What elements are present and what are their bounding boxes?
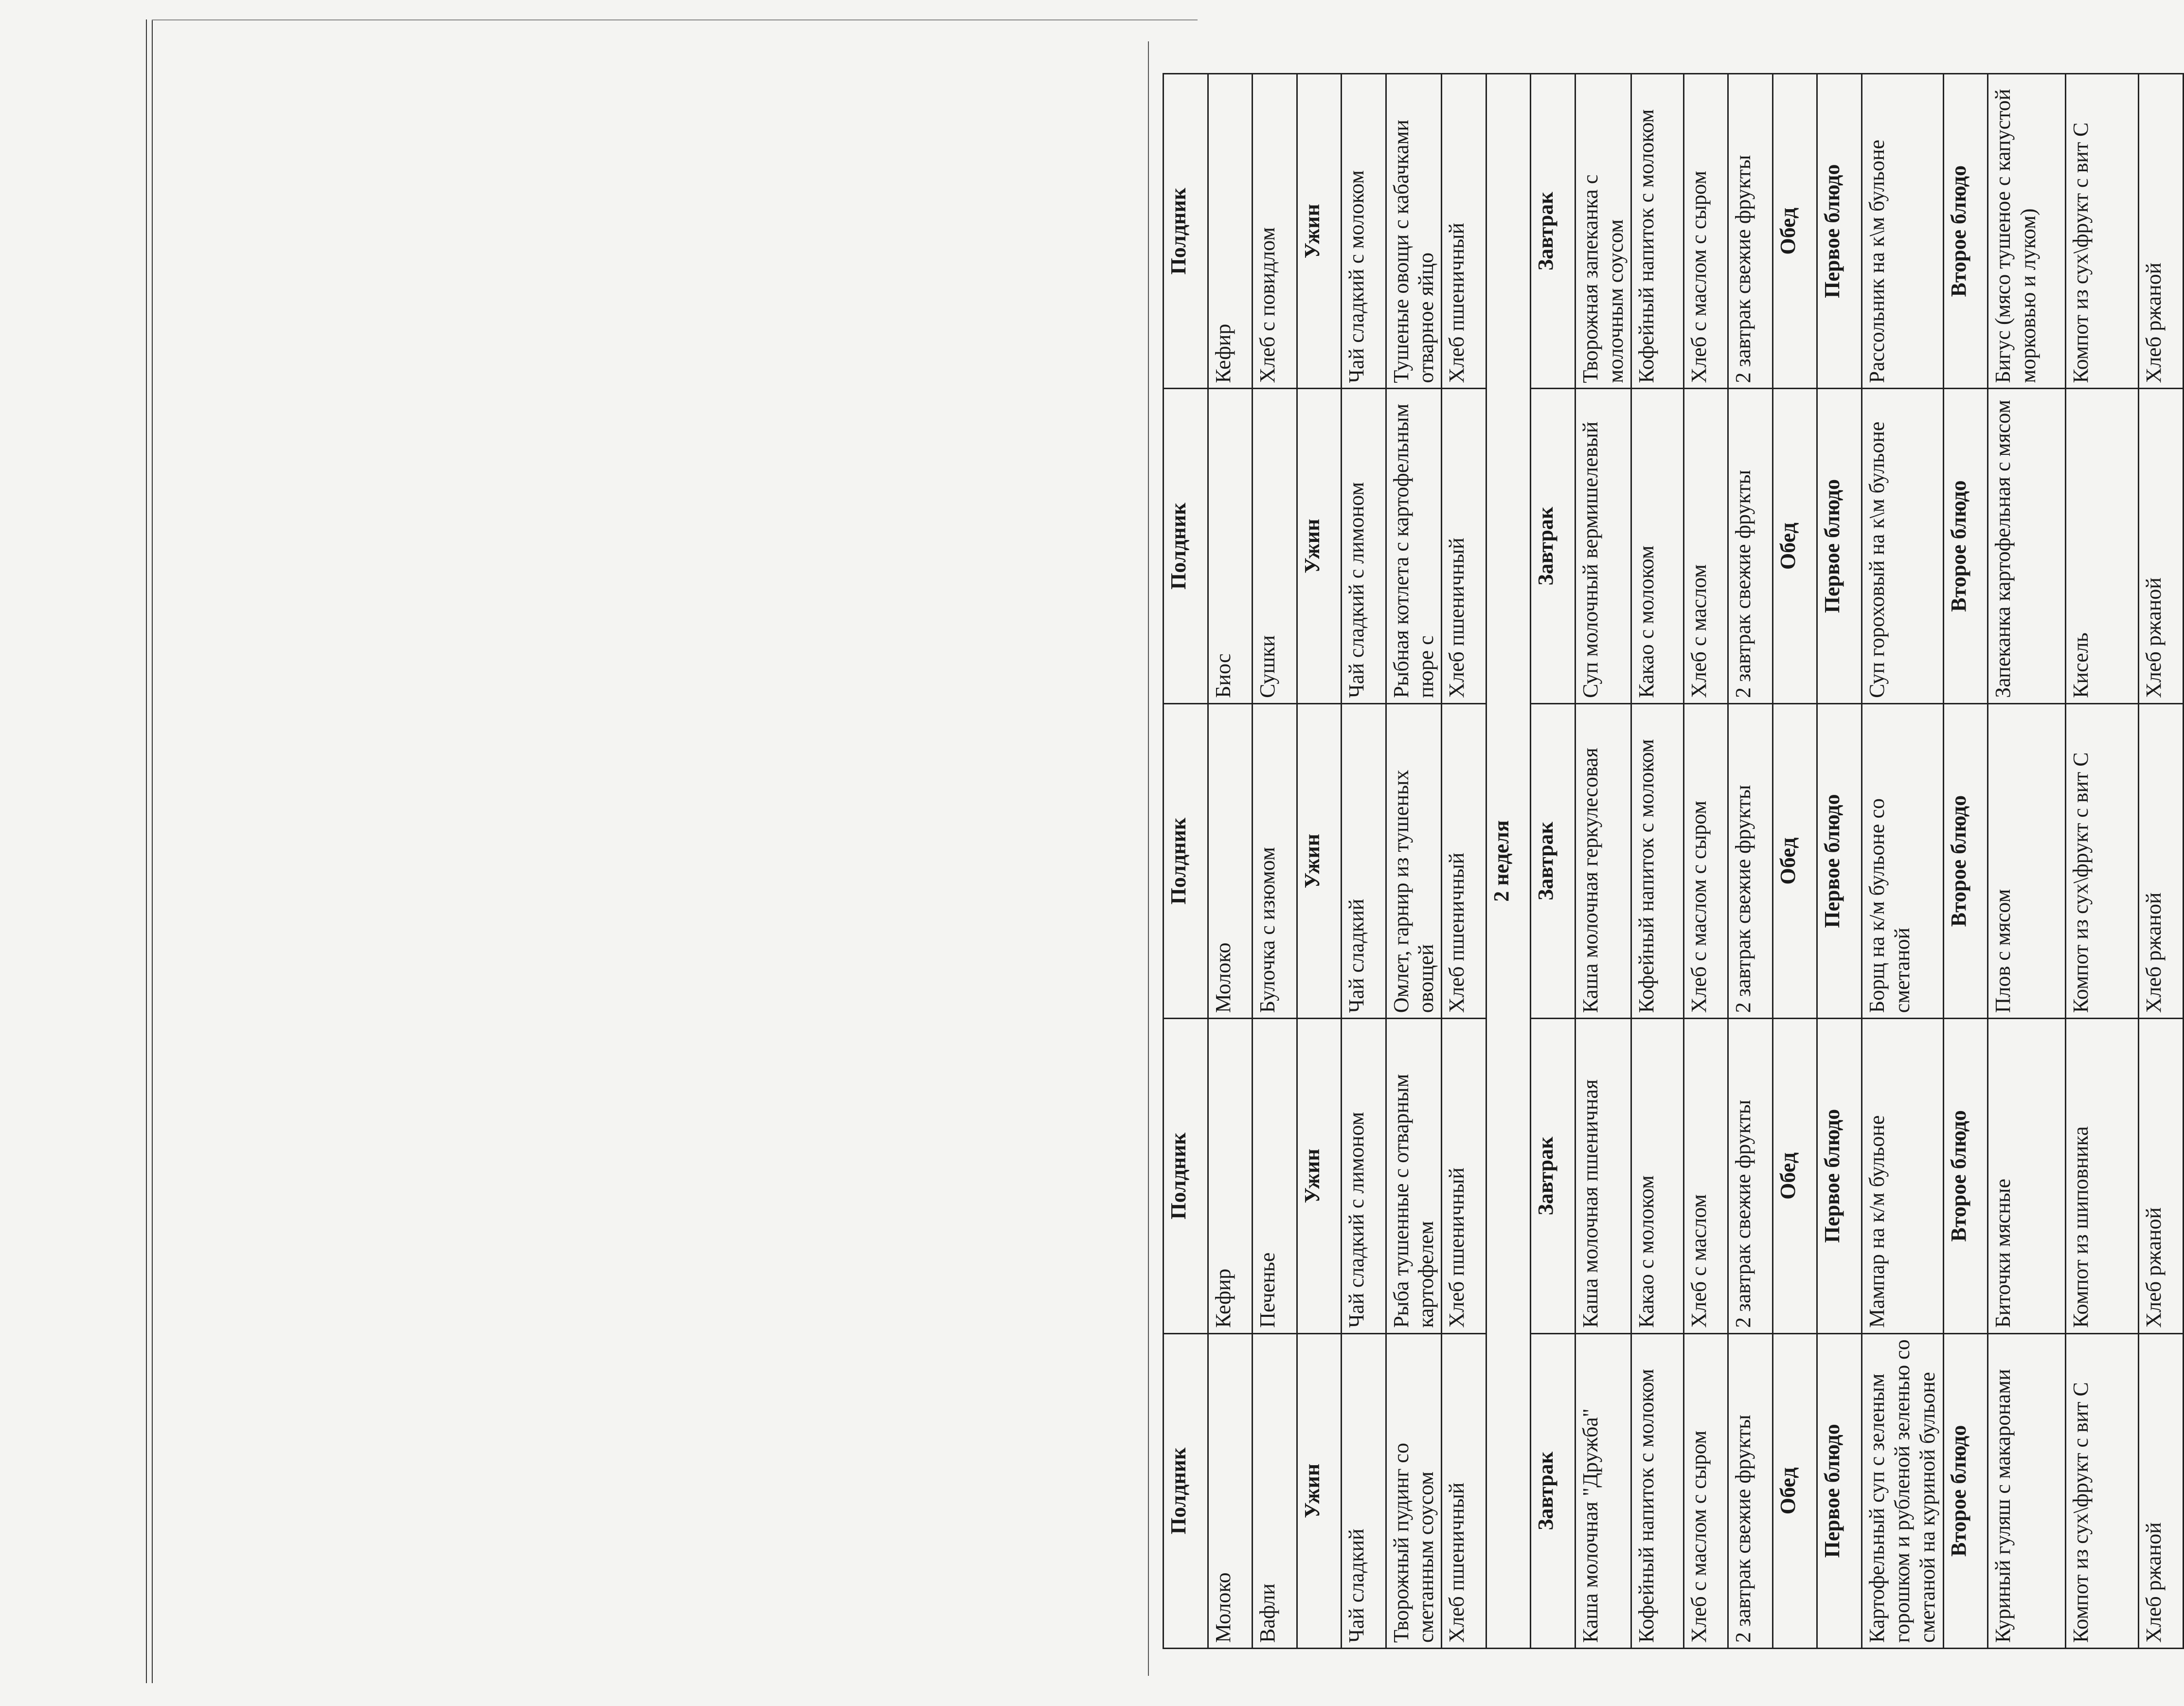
menu-cell: Кофейный напиток с молоком (1631, 74, 1683, 389)
zavtrak-header: Завтрак (1531, 1019, 1575, 1333)
menu-cell: Суп гороховый на к\м бульоне (1862, 389, 1943, 703)
table-row (1253, 74, 1297, 1649)
menu-cell: Плов с мясом (1988, 703, 2066, 1018)
menu-cell: Каша молочная "Дружба" (1575, 1333, 1631, 1648)
page-border-line (146, 19, 147, 1683)
obed-header: Обед (1772, 1333, 1817, 1648)
menu-cell: Кофейный напиток с молоком (1631, 703, 1683, 1018)
menu-cell: Вафли (1253, 1333, 1297, 1648)
menu-cell: Сушки (1253, 389, 1297, 703)
menu-cell: Чай сладкий (1342, 1333, 1386, 1648)
menu-cell: Чай сладкий (1342, 703, 1386, 1018)
menu-cell: Кисель (2066, 389, 2139, 703)
uzhin-header: Ужин (1297, 389, 1342, 703)
week-title: 2 неделя (1486, 74, 1531, 1649)
table-row (1575, 74, 1631, 1649)
menu-cell: Хлеб с маслом с сыром (1683, 703, 1728, 1018)
menu-cell: Суп молочный вермишелевый (1575, 389, 1631, 703)
menu-cell: Чай сладкий с лимоном (1342, 389, 1386, 703)
uzhin-header: Ужин (1297, 1333, 1342, 1648)
table-row (1772, 74, 1817, 1649)
menu-cell: Молоко (1208, 1333, 1253, 1648)
menu-cell: 2 завтрак свежие фрукты (1728, 389, 1773, 703)
table-row (1988, 74, 2066, 1649)
obed-header: Обед (1772, 389, 1817, 703)
second-course-header: Второе блюдо (1943, 74, 1988, 389)
zavtrak-header: Завтрак (1531, 703, 1575, 1018)
menu-cell: Картофельный суп с зеленым горошком и рубленой зеленью со сметаной на куриной бульоне (1862, 1333, 1943, 1648)
menu-cell: Компот из сух\фрукт с вит С (2066, 703, 2139, 1018)
table-row (1531, 74, 1575, 1649)
table-row (1631, 74, 1683, 1649)
table-row (1208, 74, 1253, 1649)
menu-cell: Творожный пудинг со сметанным соусом (1386, 1333, 1442, 1648)
poldnik-header: Полдник (1164, 389, 1208, 703)
menu-cell: Хлеб с повидлом (1253, 74, 1297, 389)
menu-cell: Хлеб ржаной (2139, 1019, 2184, 1333)
uzhin-header: Ужин (1297, 74, 1342, 389)
menu-cell: Хлеб ржаной (2139, 389, 2184, 703)
table-row (1442, 74, 1486, 1649)
menu-cell: Хлеб ржаной (2139, 703, 2184, 1018)
obed-header: Обед (1772, 1019, 1817, 1333)
menu-cell: Тушеные овощи с кабачками отварное яйцо (1386, 74, 1442, 389)
menu-cell: 2 завтрак свежие фрукты (1728, 1333, 1773, 1648)
menu-cell: Хлеб пшеничный (1442, 703, 1486, 1018)
table-row (1943, 74, 1988, 1649)
menu-cell: Компот из шиповника (2066, 1019, 2139, 1333)
menu-cell: Хлеб пшеничный (1442, 1333, 1486, 1648)
menu-cell: Рассольник на к\м бульоне (1862, 74, 1943, 389)
menu-cell: 2 завтрак свежие фрукты (1728, 1019, 1773, 1333)
menu-cell: Бигус (мясо тушеное с капустой морковью и луком) (1988, 74, 2066, 389)
menu-cell: Каша молочная пшеничная (1575, 1019, 1631, 1333)
table-row (1683, 74, 1728, 1649)
obed-header: Обед (1772, 74, 1817, 389)
menu-cell: Биос (1208, 389, 1253, 703)
menu-cell: Куриный гуляш с макаронами (1988, 1333, 2066, 1648)
table-row (1342, 74, 1386, 1649)
zavtrak-header: Завтрак (1531, 1333, 1575, 1648)
menu-cell: Чай сладкий с молоком (1342, 74, 1386, 389)
poldnik-header: Полдник (1164, 74, 1208, 389)
menu-cell: Компот из сух\фрукт с вит С (2066, 74, 2139, 389)
table-row (1728, 74, 1773, 1649)
menu-table (1163, 73, 2184, 1649)
second-course-header: Второе блюдо (1943, 389, 1988, 703)
menu-cell: Кофейный напиток с молоком (1631, 1333, 1683, 1648)
menu-cell: Хлеб пшеничный (1442, 389, 1486, 703)
table-row (2139, 74, 2184, 1649)
menu-cell: Кефир (1208, 1019, 1253, 1333)
menu-cell: Хлеб пшеничный (1442, 74, 1486, 389)
menu-cell: Кефир (1208, 74, 1253, 389)
menu-cell: Какао с молоком (1631, 1019, 1683, 1333)
zavtrak-header: Завтрак (1531, 389, 1575, 703)
zavtrak-header: Завтрак (1531, 74, 1575, 389)
poldnik-header: Полдник (1164, 1333, 1208, 1648)
menu-cell: Какао с молоком (1631, 389, 1683, 703)
menu-cell: Каша молочная геркулесовая (1575, 703, 1631, 1018)
table-row (1817, 74, 1862, 1649)
uzhin-header: Ужин (1297, 1019, 1342, 1333)
menu-cell: Хлеб пшеничный (1442, 1019, 1486, 1333)
rotated-menu-sheet (1163, 73, 2184, 1649)
menu-cell: Омлет, гарнир из тушеных овощей (1386, 703, 1442, 1018)
menu-cell: 2 завтрак свежие фрукты (1728, 74, 1773, 389)
second-course-header: Второе блюдо (1943, 703, 1988, 1018)
menu-cell: Биточки мясные (1988, 1019, 2066, 1333)
first-course-header: Первое блюдо (1817, 703, 1862, 1018)
obed-header: Обед (1772, 703, 1817, 1018)
menu-cell: Чай сладкий с лимоном (1342, 1019, 1386, 1333)
uzhin-header: Ужин (1297, 703, 1342, 1018)
table-row (1164, 74, 1208, 1649)
first-course-header: Первое блюдо (1817, 1333, 1862, 1648)
poldnik-header: Полдник (1164, 1019, 1208, 1333)
table-row (1862, 74, 1943, 1649)
menu-cell: Рыба тушенные с отварным картофелем (1386, 1019, 1442, 1333)
menu-cell: Молоко (1208, 703, 1253, 1018)
menu-cell: Компот из сух\фрукт с вит С (2066, 1333, 2139, 1648)
menu-cell: Хлеб с маслом с сыром (1683, 74, 1728, 389)
menu-cell: Рыбная котлета с картофельным пюре с (1386, 389, 1442, 703)
menu-cell: Хлеб с маслом (1683, 1019, 1728, 1333)
menu-cell: Хлеб с маслом с сыром (1683, 1333, 1728, 1648)
menu-cell: Хлеб ржаной (2139, 74, 2184, 389)
table-row (1486, 74, 1531, 1649)
first-course-header: Первое блюдо (1817, 389, 1862, 703)
table-row (1386, 74, 1442, 1649)
menu-cell: Булочка с изюмом (1253, 703, 1297, 1018)
menu-cell: Печенье (1253, 1019, 1297, 1333)
page-border-line (1148, 41, 1149, 1676)
first-course-header: Первое блюдо (1817, 1019, 1862, 1333)
menu-cell: Запеканка картофельная с мясом (1988, 389, 2066, 703)
menu-cell: Хлеб ржаной (2139, 1333, 2184, 1648)
menu-cell: Творожная запеканка с молочным соусом (1575, 74, 1631, 389)
page-border-line (152, 19, 1198, 20)
table-row (1297, 74, 1342, 1649)
first-course-header: Первое блюдо (1817, 74, 1862, 389)
menu-cell: Хлеб с маслом (1683, 389, 1728, 703)
table-row (2066, 74, 2139, 1649)
page-border-line (152, 19, 153, 1683)
menu-cell: Борщ на к/м бульоне со сметаной (1862, 703, 1943, 1018)
second-course-header: Второе блюдо (1943, 1333, 1988, 1648)
menu-cell: Мампар на к/м бульоне (1862, 1019, 1943, 1333)
menu-cell: 2 завтрак свежие фрукты (1728, 703, 1773, 1018)
poldnik-header: Полдник (1164, 703, 1208, 1018)
second-course-header: Второе блюдо (1943, 1019, 1988, 1333)
